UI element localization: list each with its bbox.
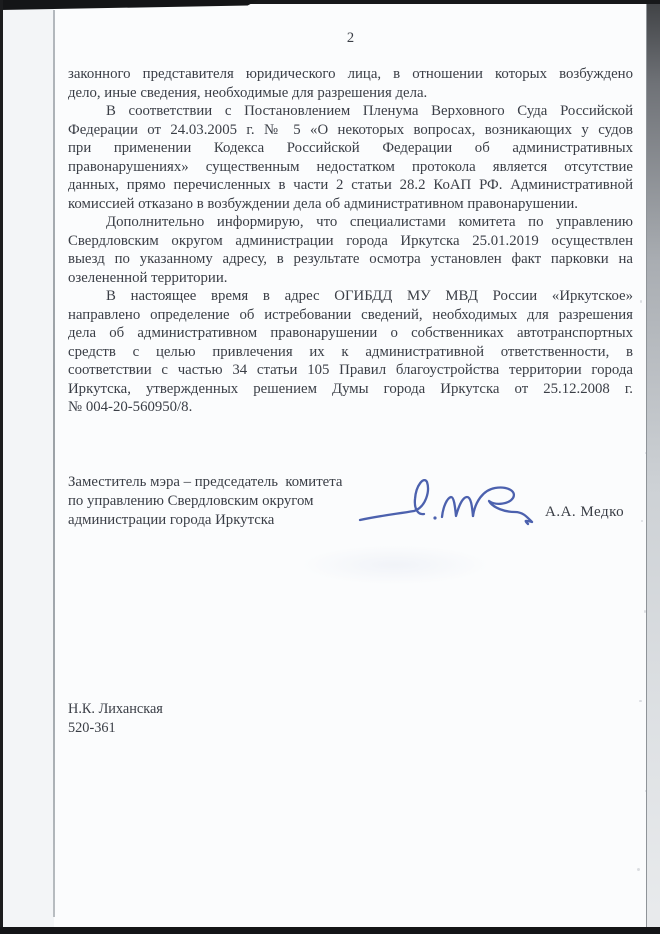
page-margin-shade [3, 4, 54, 927]
text-line: соответствии с частью 34 статьи 105 Правил благоустройства территории города [68, 362, 633, 378]
signature-title-block [68, 473, 342, 530]
scan-edge-bottom [0, 927, 660, 934]
text-line: Свердловским округом администрации города Иркутска 25.01.2019 осуществлен [68, 232, 633, 249]
signature-title-line: по управлению Свердловским округом [68, 493, 314, 509]
text-line: выезд по указанному адресу, в результате осмотра установлен факт парковки на [68, 251, 633, 267]
scan-edge-top-corner [0, 0, 258, 10]
text-line: № 004-20-560950/8. [68, 399, 193, 415]
paragraph [68, 102, 633, 213]
paragraph [68, 213, 633, 287]
scan-edge-right [646, 0, 660, 934]
text-line: средств с целью привлечения их к административной ответственности, в [68, 343, 633, 360]
text-line: Федерации от 24.03.2005 г. № 5 «О некоторых вопросах, возникающих у судов [68, 121, 633, 138]
text-line: данных, прямо перечисленных в части 2 статьи 28.2 КоАП РФ. Административной [68, 177, 633, 193]
text-line: дело, иные сведения, необходимые для разрешения дела. [68, 84, 428, 101]
paragraph [68, 65, 633, 102]
handwritten-signature-icon [356, 473, 536, 531]
ink-bleed-ghost [300, 545, 490, 585]
scan-edge-left [0, 0, 3, 934]
page-fold-line [53, 10, 55, 917]
executor-block [68, 700, 163, 738]
executor-phone: 520-361 [68, 720, 116, 736]
page-number: 2 [346, 30, 355, 46]
signature-title-line: Заместитель мэра – председатель комитета [68, 474, 343, 490]
text-line: В настоящее время в адрес ОГИБДД МУ МВД России «Иркутское» [106, 288, 633, 304]
executor-name: Н.К. Лиханская [68, 701, 163, 717]
text-line: направлено определение об истребовании сведений, необходимых для разрешения [68, 306, 633, 323]
signer-name: А.А. Медко [545, 504, 625, 520]
text-line: правонарушениях» существенным недостатком протокола является отсутствие [68, 158, 633, 175]
text-line: комиссией отказано в возбуждении дела об административном правонарушении. [68, 195, 578, 212]
text-line: законного представителя юридического лица, в отношении которых возбуждено [68, 66, 633, 82]
text-line: дела об административном правонарушении о собственниках автотранспортных [68, 325, 633, 341]
scan-noise-speck [641, 520, 643, 522]
paragraph [68, 287, 633, 417]
signature-title-line: администрации города Иркутска [68, 512, 275, 528]
scan-noise-speck [640, 300, 642, 303]
scan-noise-speck [639, 700, 642, 702]
text-line: озелененной территории. [68, 269, 228, 286]
text-line: В соответствии с Постановлением Пленума Верховного Суда Российской [106, 103, 633, 119]
body-text [68, 65, 633, 417]
text-line: при применении Кодекса Российской Федерации об административных [68, 140, 633, 156]
text-line: Иркутска, утвержденных решением Думы города Иркутска от 25.12.2008 г. [68, 380, 633, 397]
text-line: Дополнительно информирую, что специалистами комитета по управлению [106, 214, 633, 230]
scan-noise-speck [637, 868, 640, 871]
